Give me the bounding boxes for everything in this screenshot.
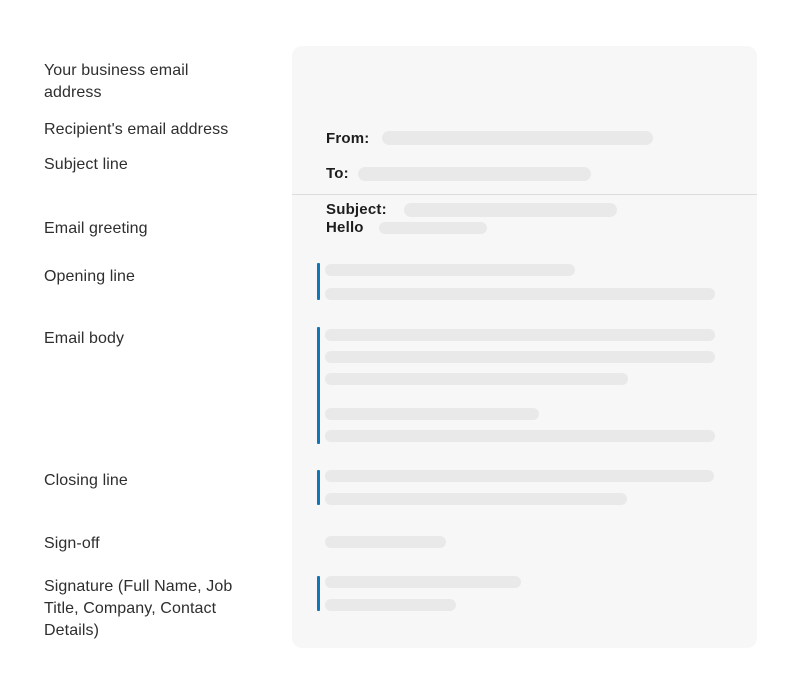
label-recipients-email-address: Recipient's email address xyxy=(44,121,229,138)
label-email-greeting: Email greeting xyxy=(44,220,148,237)
label-closing-line: Closing line xyxy=(44,472,128,489)
label-sign-off: Sign-off xyxy=(44,535,100,552)
sign-off-placeholder-bar xyxy=(325,536,446,548)
body-placeholder-bar xyxy=(325,408,539,420)
closing-line-accent-bar xyxy=(317,470,320,505)
body-placeholder-bar xyxy=(325,430,715,442)
label-subject-line: Subject line xyxy=(44,156,128,173)
email-body-accent-bar xyxy=(317,327,320,444)
closing-placeholder-bar xyxy=(325,493,627,505)
header-divider xyxy=(292,194,757,195)
subject-field-label: Subject: xyxy=(326,201,387,218)
greeting-text: Hello xyxy=(326,219,364,236)
opening-placeholder-bar xyxy=(325,264,575,276)
email-mockup-panel xyxy=(292,46,757,648)
from-field-label: From: xyxy=(326,130,370,147)
label-opening-line: Opening line xyxy=(44,268,136,285)
to-placeholder-bar xyxy=(358,167,591,181)
body-placeholder-bar xyxy=(325,351,715,363)
closing-placeholder-bar xyxy=(325,470,714,482)
signature-accent-bar xyxy=(317,576,320,611)
signature-placeholder-bar xyxy=(325,576,521,588)
greeting-placeholder-bar xyxy=(379,222,487,234)
signature-placeholder-bar xyxy=(325,599,456,611)
subject-placeholder-bar xyxy=(404,203,617,217)
opening-line-accent-bar xyxy=(317,263,320,300)
body-placeholder-bar xyxy=(325,373,628,385)
label-your-business-email-address: Your business email address xyxy=(44,62,189,101)
label-email-body: Email body xyxy=(44,330,125,347)
to-field-label: To: xyxy=(326,165,349,182)
opening-placeholder-bar xyxy=(325,288,715,300)
label-signature: Signature (Full Name, Job Title, Company, Contact Details) xyxy=(44,578,233,639)
body-placeholder-bar xyxy=(325,329,715,341)
from-placeholder-bar xyxy=(382,131,653,145)
